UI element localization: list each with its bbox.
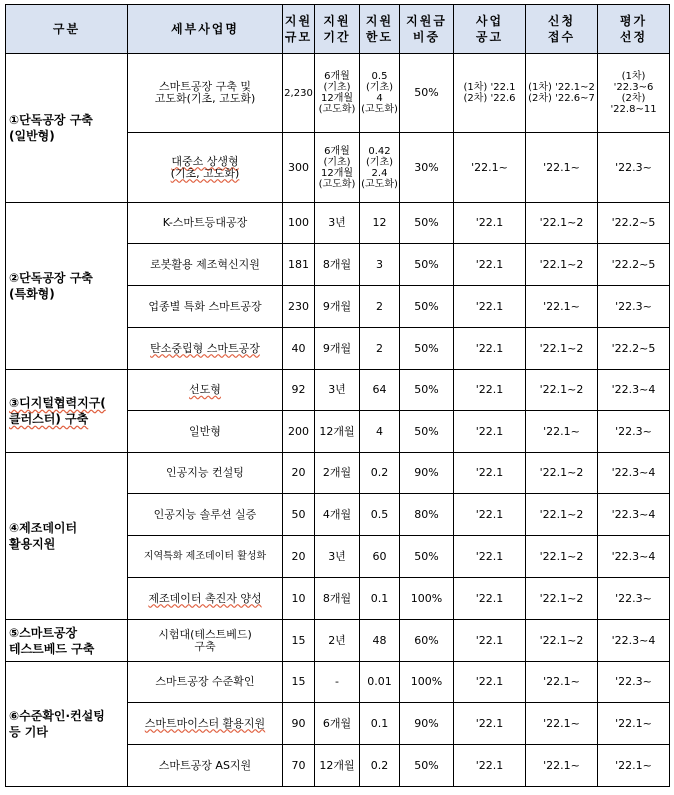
period-cell: 2년 <box>315 620 360 662</box>
category-cell: ⑤스마트공장 테스트베드 구축 <box>6 620 128 662</box>
col-header-scale: 지원 규모 <box>283 5 315 54</box>
ratio-cell: 90% <box>400 453 454 494</box>
notice-cell: '22.1 <box>454 244 526 286</box>
table-row <box>6 662 670 703</box>
scale-cell: 2,230 <box>283 54 315 133</box>
scale-cell: 20 <box>283 536 315 578</box>
notice-cell: (1차) '22.1 (2차) '22.6 <box>454 54 526 133</box>
program-name-cell: 스마트공장 수준확인 <box>128 662 283 703</box>
program-name-cell: 일반형 <box>128 411 283 453</box>
apply-cell: '22.1~2 <box>526 578 598 620</box>
program-name-cell <box>128 133 283 203</box>
ratio-cell: 50% <box>400 745 454 787</box>
ratio-cell: 50% <box>400 244 454 286</box>
program-name-text: 대중소 상생형 (기초, 고도화) <box>170 154 240 180</box>
program-name-cell: 스마트공장 AS지원 <box>128 745 283 787</box>
select-cell: (1차) '22.3~6 (2차) '22.8~11 <box>598 54 670 133</box>
col-header-category: 구분 <box>6 5 128 54</box>
notice-cell: '22.1 <box>454 745 526 787</box>
category-text: ③디지털협력지구( 클러스터) 구축 <box>9 396 106 426</box>
apply-cell: '22.1~ <box>526 745 598 787</box>
limit-cell: 0.1 <box>360 703 400 745</box>
notice-cell: '22.1 <box>454 453 526 494</box>
limit-cell: 0.42 (기초) 2.4 (고도화) <box>360 133 400 203</box>
category-cell: ④제조데이터 활용지원 <box>6 453 128 620</box>
limit-cell: 48 <box>360 620 400 662</box>
period-cell: 12개월 <box>315 411 360 453</box>
category-cell: ②단독공장 구축 (특화형) <box>6 203 128 370</box>
limit-cell: 0.1 <box>360 578 400 620</box>
notice-cell: '22.1 <box>454 703 526 745</box>
limit-cell: 4 <box>360 411 400 453</box>
scale-cell: 10 <box>283 578 315 620</box>
select-cell: '22.3~4 <box>598 536 670 578</box>
ratio-cell: 30% <box>400 133 454 203</box>
scale-cell: 20 <box>283 453 315 494</box>
select-cell: '22.3~4 <box>598 370 670 411</box>
program-name-text: 선도형 <box>189 383 221 396</box>
limit-cell: 0.2 <box>360 745 400 787</box>
apply-cell: '22.1~2 <box>526 620 598 662</box>
apply-cell: '22.1~2 <box>526 328 598 370</box>
col-header-ratio: 지원금 비중 <box>400 5 454 54</box>
select-cell: '22.3~ <box>598 662 670 703</box>
period-cell: 6개월 (기초) 12개월 (고도화) <box>315 133 360 203</box>
program-name-cell <box>128 328 283 370</box>
select-cell: '22.3~ <box>598 286 670 328</box>
select-cell: '22.3~ <box>598 411 670 453</box>
limit-cell: 0.01 <box>360 662 400 703</box>
apply-cell: (1차) '22.1~2 (2차) '22.6~7 <box>526 54 598 133</box>
apply-cell: '22.1~ <box>526 411 598 453</box>
period-cell: 9개월 <box>315 328 360 370</box>
limit-cell: 64 <box>360 370 400 411</box>
period-cell: - <box>315 662 360 703</box>
program-name-cell: 인공지능 컨설팅 <box>128 453 283 494</box>
notice-cell: '22.1 <box>454 286 526 328</box>
notice-cell: '22.1 <box>454 536 526 578</box>
col-header-select: 평가 선정 <box>598 5 670 54</box>
scale-cell: 70 <box>283 745 315 787</box>
apply-cell: '22.1~2 <box>526 203 598 244</box>
limit-cell: 12 <box>360 203 400 244</box>
program-name-text: 탄소중립형 스마트공장 <box>150 341 260 355</box>
period-cell: 12개월 <box>315 745 360 787</box>
ratio-cell: 100% <box>400 662 454 703</box>
table-row <box>6 620 670 662</box>
program-name-cell: 로봇활용 제조혁신지원 <box>128 244 283 286</box>
ratio-cell: 100% <box>400 578 454 620</box>
apply-cell: '22.1~2 <box>526 536 598 578</box>
period-cell: 2개월 <box>315 453 360 494</box>
scale-cell: 300 <box>283 133 315 203</box>
ratio-cell: 50% <box>400 370 454 411</box>
notice-cell: '22.1 <box>454 494 526 536</box>
limit-cell: 60 <box>360 536 400 578</box>
notice-cell: '22.1 <box>454 578 526 620</box>
period-cell: 9개월 <box>315 286 360 328</box>
ratio-cell: 80% <box>400 494 454 536</box>
limit-cell: 0.2 <box>360 453 400 494</box>
ratio-cell: 50% <box>400 411 454 453</box>
period-cell: 3년 <box>315 203 360 244</box>
period-cell: 6개월 (기초) 12개월 (고도화) <box>315 54 360 133</box>
category-cell: ①단독공장 구축 (일반형) <box>6 54 128 203</box>
table-row <box>6 203 670 244</box>
ratio-cell: 50% <box>400 536 454 578</box>
notice-cell: '22.1 <box>454 620 526 662</box>
notice-cell: '22.1~ <box>454 133 526 203</box>
category-cell <box>6 370 128 453</box>
table-row <box>6 370 670 411</box>
notice-cell: '22.1 <box>454 328 526 370</box>
notice-cell: '22.1 <box>454 370 526 411</box>
ratio-cell: 50% <box>400 54 454 133</box>
program-name-cell: 시험대(테스트베드) 구축 <box>128 620 283 662</box>
limit-cell: 0.5 (기초) 4 (고도화) <box>360 54 400 133</box>
select-cell: '22.1~ <box>598 745 670 787</box>
period-cell: 3년 <box>315 370 360 411</box>
apply-cell: '22.1~2 <box>526 244 598 286</box>
scale-cell: 15 <box>283 620 315 662</box>
col-header-program-name: 세부사업명 <box>128 5 283 54</box>
ratio-cell: 60% <box>400 620 454 662</box>
program-name-cell: 지역특화 제조데이터 활성화 <box>128 536 283 578</box>
program-name-text: 스마트마이스터 활용지원 <box>144 716 266 730</box>
scale-cell: 50 <box>283 494 315 536</box>
scale-cell: 100 <box>283 203 315 244</box>
select-cell: '22.3~4 <box>598 453 670 494</box>
apply-cell: '22.1~2 <box>526 370 598 411</box>
category-cell: ⑥수준확인·컨설팅 등 기타 <box>6 662 128 787</box>
header-row <box>6 5 670 54</box>
apply-cell: '22.1~ <box>526 703 598 745</box>
scale-cell: 181 <box>283 244 315 286</box>
select-cell: '22.2~5 <box>598 203 670 244</box>
program-name-text: 제조데이터 촉진자 양성 <box>148 591 262 605</box>
notice-cell: '22.1 <box>454 203 526 244</box>
apply-cell: '22.1~2 <box>526 494 598 536</box>
period-cell: 3년 <box>315 536 360 578</box>
scale-cell: 92 <box>283 370 315 411</box>
program-name-cell: 스마트공장 구축 및 고도화(기초, 고도화) <box>128 54 283 133</box>
limit-cell: 3 <box>360 244 400 286</box>
apply-cell: '22.1~ <box>526 133 598 203</box>
period-cell: 8개월 <box>315 578 360 620</box>
ratio-cell: 90% <box>400 703 454 745</box>
period-cell: 8개월 <box>315 244 360 286</box>
ratio-cell: 50% <box>400 328 454 370</box>
scale-cell: 230 <box>283 286 315 328</box>
program-name-cell: 인공지능 솔루션 실증 <box>128 494 283 536</box>
select-cell: '22.3~ <box>598 578 670 620</box>
select-cell: '22.3~4 <box>598 494 670 536</box>
apply-cell: '22.1~ <box>526 286 598 328</box>
ratio-cell: 50% <box>400 203 454 244</box>
select-cell: '22.2~5 <box>598 328 670 370</box>
notice-cell: '22.1 <box>454 411 526 453</box>
apply-cell: '22.1~ <box>526 662 598 703</box>
table-row <box>6 453 670 494</box>
ratio-cell: 50% <box>400 286 454 328</box>
col-header-limit: 지원 한도 <box>360 5 400 54</box>
table-row <box>6 54 670 133</box>
program-table <box>5 4 670 787</box>
program-name-cell: 업종별 특화 스마트공장 <box>128 286 283 328</box>
col-header-notice: 사업 공고 <box>454 5 526 54</box>
select-cell: '22.1~ <box>598 703 670 745</box>
scale-cell: 15 <box>283 662 315 703</box>
program-name-cell <box>128 578 283 620</box>
scale-cell: 200 <box>283 411 315 453</box>
program-name-cell <box>128 370 283 411</box>
period-cell: 6개월 <box>315 703 360 745</box>
scale-cell: 40 <box>283 328 315 370</box>
program-name-cell <box>128 703 283 745</box>
period-cell: 4개월 <box>315 494 360 536</box>
program-name-cell: K-스마트등대공장 <box>128 203 283 244</box>
limit-cell: 2 <box>360 286 400 328</box>
scale-cell: 90 <box>283 703 315 745</box>
apply-cell: '22.1~2 <box>526 453 598 494</box>
select-cell: '22.3~ <box>598 133 670 203</box>
notice-cell: '22.1 <box>454 662 526 703</box>
select-cell: '22.3~4 <box>598 620 670 662</box>
limit-cell: 2 <box>360 328 400 370</box>
col-header-period: 지원 기간 <box>315 5 360 54</box>
limit-cell: 0.5 <box>360 494 400 536</box>
select-cell: '22.2~5 <box>598 244 670 286</box>
col-header-apply: 신청 접수 <box>526 5 598 54</box>
